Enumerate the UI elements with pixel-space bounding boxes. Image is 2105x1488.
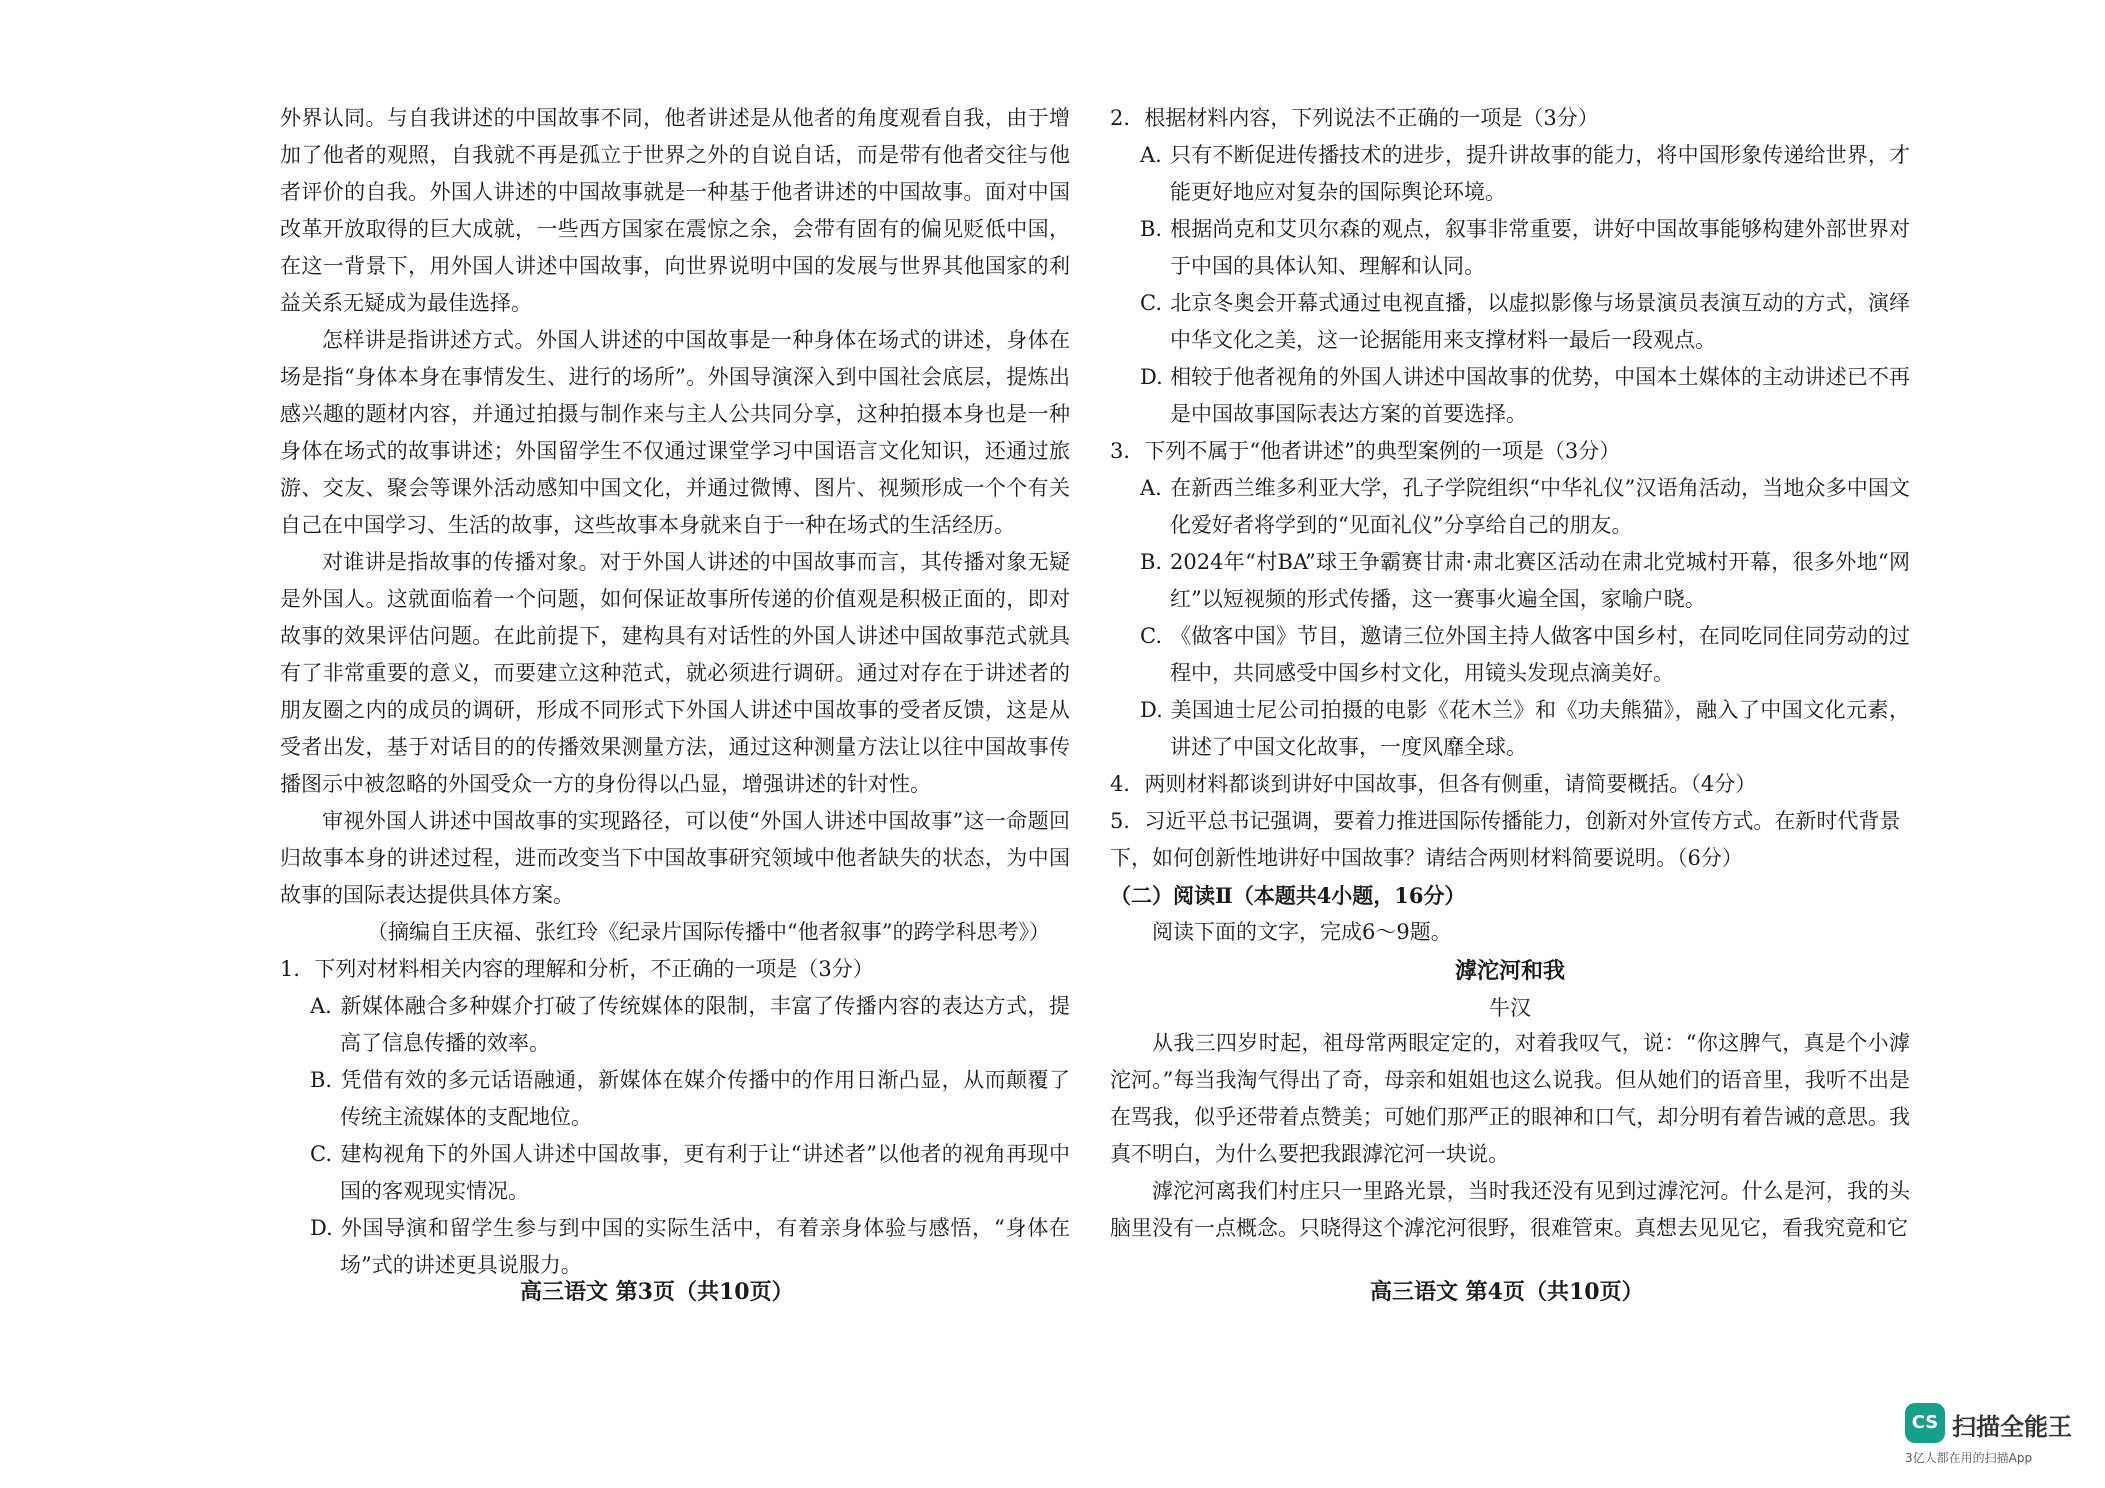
question-stem: 1．下列对材料相关内容的理解和分析，不正确的一项是（3分） [280, 957, 874, 981]
option-text: 只有不断促进传播技术的进步，提升讲故事的能力，将中国形象传递给世界，才能更好地应对复杂的国际舆论环境。 [1170, 143, 1910, 204]
question-3 [1110, 433, 1910, 766]
page-footer-right: 高三语文 第4页（共10页） [1370, 1279, 1644, 1305]
left-page [280, 100, 1070, 1284]
option-key: C. [310, 1142, 332, 1166]
option-text: 在新西兰维多利亚大学，孔子学院组织“中华礼仪”汉语角活动，当地众多中国文化爱好者将学到的“见面礼仪”分享给自己的朋友。 [1170, 476, 1910, 537]
watermark-app-name: 扫描全能王 [1952, 1413, 2072, 1441]
question-option [310, 1062, 1070, 1136]
section-instruction: 阅读下面的文字，完成6～9题。 [1152, 920, 1452, 944]
question-option [1140, 137, 1910, 211]
article-paragraph: 外界认同。与自我讲述的中国故事不同，他者讲述是从他者的角度观看自我，由于增加了他者的观照，自我就不再是孤立于世界之外的自说自话，而是带有他者交往与他者评价的自我。外国人讲述的中国故事就是一种基于他者讲述的中国故事。面对中国改革开放取得的巨大成就，一些西方国家在震惊之余，会带有固有的偏见贬低中国，在这一背景下，用外国人讲述中国故事，向世界说明中国的发展与世界其他国家的利益关系无疑成为最佳选择。 [280, 106, 1070, 315]
article-paragraph: 审视外国人讲述中国故事的实现路径，可以使“外国人讲述中国故事”这一命题回归故事本身的讲述过程，进而改变当下中国故事研究领域中他者缺失的状态，为中国故事的国际表达提供具体方案。 [280, 809, 1070, 907]
option-key: D. [1140, 698, 1163, 722]
option-key: B. [310, 1068, 333, 1092]
question-option [1140, 544, 1910, 618]
question-option [1140, 359, 1910, 433]
story-text [1110, 1025, 1910, 1247]
story-title: 滹沱河和我 [1454, 958, 1565, 984]
right-page [1110, 100, 1910, 1247]
section-title: （二）阅读Ⅱ（本题共4小题，16分） [1110, 883, 1466, 908]
story-author: 牛汉 [1489, 996, 1531, 1020]
question-option [310, 1136, 1070, 1210]
watermark-tagline: 3亿人都在用的扫描App [1905, 1451, 2033, 1465]
option-key: C. [1140, 624, 1162, 648]
story-paragraph: 从我三四岁时起，祖母常两眼定定的，对着我叹气，说：“你这脾气，真是个小滹沱河。”每当我淘气得出了奇，母亲和姐姐也这么说我。但从她们的语音里，我听不出是在骂我，似乎还带着点赞美；可她们那严正的眼神和口气，却分明有着告诫的意思。我真不明白，为什么要把我跟滹沱河一块说。 [1110, 1031, 1910, 1166]
question-option [1140, 470, 1910, 544]
option-text: 相较于他者视角的外国人讲述中国故事的优势，中国本土媒体的主动讲述已不再是中国故事国际表达方案的首要选择。 [1170, 365, 1910, 426]
question-4: 4．两则材料都谈到讲好中国故事，但各有侧重，请简要概括。（4分） [1110, 772, 1757, 796]
article-source: （摘编自王庆福、张红玲《纪录片国际传播中“他者叙事”的跨学科思考》） [367, 920, 1050, 944]
option-key: D. [310, 1216, 333, 1240]
option-text: 北京冬奥会开幕式通过电视直播，以虚拟影像与场景演员表演互动的方式，演绎中华文化之美，这一论据能用来支撑材料一最后一段观点。 [1170, 291, 1910, 352]
page-footer-left: 高三语文 第3页（共10页） [520, 1279, 794, 1305]
option-key: A. [1140, 476, 1162, 500]
option-key: B. [1140, 550, 1163, 574]
article-paragraph: 对谁讲是指故事的传播对象。对于外国人讲述的中国故事而言，其传播对象无疑是外国人。这就面临着一个问题，如何保证故事所传递的价值观是积极正面的，即对故事的效果评估问题。在此前提下，建构具有对话性的外国人讲述中国故事范式就具有了非常重要的意义，而要建立这种范式，就必须进行调研。通过对存在于讲述者的朋友圈之内的成员的调研，形成不同形式下外国人讲述中国故事的受者反馈，这是从受者出发，基于对话目的的传播效果测量方法，通过这种测量方法让以往中国故事传播图示中被忽略的外国受众一方的身份得以凸显，增强讲述的针对性。 [280, 550, 1070, 796]
option-key: A. [310, 994, 332, 1018]
option-text: 新媒体融合多种媒介打破了传统媒体的限制，丰富了传播内容的表达方式，提高了信息传播的效率。 [340, 994, 1070, 1055]
question-option [1140, 692, 1910, 766]
question-stem: 2．根据材料内容，下列说法不正确的一项是（3分） [1110, 106, 1599, 130]
option-text: 建构视角下的外国人讲述中国故事，更有利于让“讲述者”以他者的视角再现中国的客观现实情况。 [340, 1142, 1070, 1203]
question-option [1140, 285, 1910, 359]
option-key: B. [1140, 217, 1163, 241]
question-stem: 3．下列不属于“他者讲述”的典型案例的一项是（3分） [1110, 439, 1621, 463]
question-5: 5．习近平总书记强调，要着力推进国际传播能力，创新对外宣传方式。在新时代背景下，如何创新性地讲好中国故事？请结合两则材料简要说明。（6分） [1110, 809, 1901, 870]
camscanner-logo-icon: CS [1905, 1403, 1945, 1443]
article-text [280, 100, 1070, 951]
option-key: D. [1140, 365, 1163, 389]
question-1 [280, 951, 1070, 1284]
option-key: C. [1140, 291, 1162, 315]
option-key: A. [1140, 143, 1162, 167]
option-text: 根据尚克和艾贝尔森的观点，叙事非常重要，讲好中国故事能够构建外部世界对于中国的具体认知、理解和认同。 [1170, 217, 1910, 278]
option-text: 2024年“村BA”球王争霸赛甘肃·肃北赛区活动在肃北党城村开幕，很多外地“网红”以短视频的形式传播，这一赛事火遍全国，家喻户晓。 [1170, 550, 1910, 611]
question-option [1140, 618, 1910, 692]
option-text: 《做客中国》节目，邀请三位外国主持人做客中国乡村，在同吃同住同劳动的过程中，共同感受中国乡村文化，用镜头发现点滴美好。 [1170, 624, 1910, 685]
question-option [1140, 211, 1910, 285]
article-paragraph: 怎样讲是指讲述方式。外国人讲述的中国故事是一种身体在场式的讲述，身体在场是指“身体本身在事情发生、进行的场所”。外国导演深入到中国社会底层，提炼出感兴趣的题材内容，并通过拍摄与制作来与主人公共同分享，这种拍摄本身也是一种身体在场式的故事讲述；外国留学生不仅通过课堂学习中国语言文化知识，还通过旅游、交友、聚会等课外活动感知中国文化，并通过微博、图片、视频形成一个个有关自己在中国学习、生活的故事，这些故事本身就来自于一种在场式的生活经历。 [280, 328, 1070, 537]
question-option [310, 988, 1070, 1062]
option-text: 外国导演和留学生参与到中国的实际生活中，有着亲身体验与感悟，“身体在场”式的讲述更具说服力。 [340, 1216, 1070, 1277]
option-text: 凭借有效的多元话语融通，新媒体在媒介传播中的作用日渐凸显，从而颠覆了传统主流媒体的支配地位。 [340, 1068, 1070, 1129]
option-text: 美国迪士尼公司拍摄的电影《花木兰》和《功夫熊猫》，融入了中国文化元素，讲述了中国文化故事，一度风靡全球。 [1170, 698, 1910, 759]
story-paragraph: 滹沱河离我们村庄只一里路光景，当时我还没有见到过滹沱河。什么是河，我的头脑里没有一点概念。只晓得这个滹沱河很野，很难管束。真想去见见它，看我究竟和它 [1110, 1179, 1910, 1240]
scanner-watermark [1905, 1403, 2095, 1473]
question-option [310, 1210, 1070, 1284]
question-2 [1110, 100, 1910, 433]
